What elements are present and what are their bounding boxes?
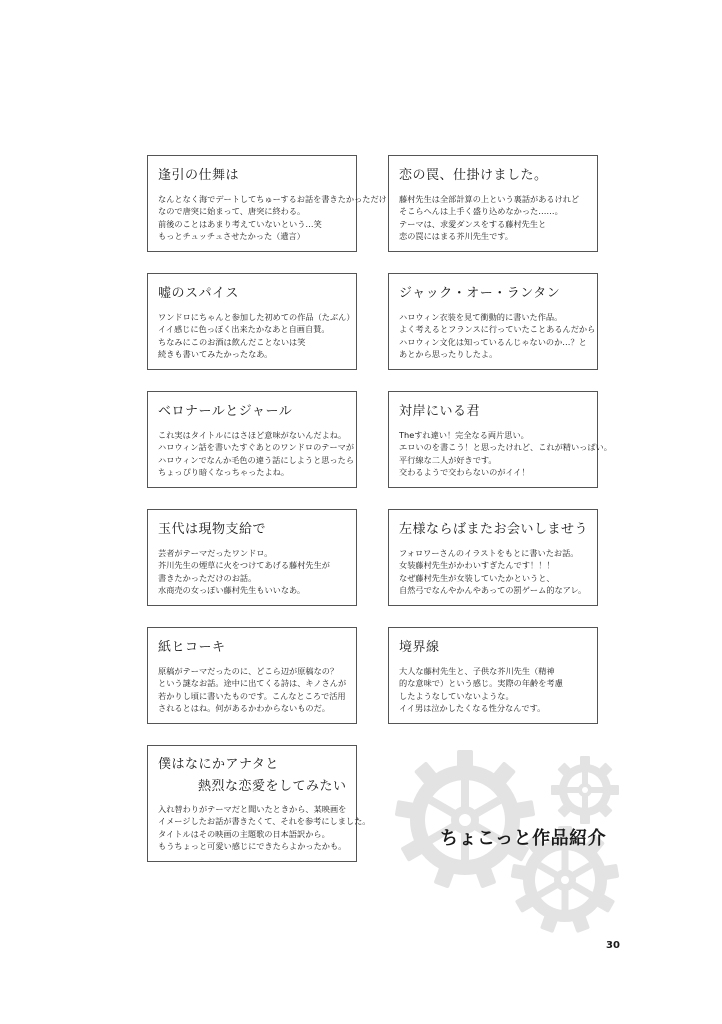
work-text-line: ハロウィン話を書いたすぐあとのワンドロのテーマが [158,442,355,453]
work-title: 境界線 [399,640,440,655]
work-text-line: テーマは、求愛ダンスをする藤村先生と [399,218,547,229]
work-text-line: Theすれ違い！完全なる両片思い。 [399,430,529,440]
work-text-line: 交わるようで交わらないのがイイ！ [399,467,530,478]
work-title: 左様ならばまたお会いしませう [399,522,589,537]
work-text-line: なぜ藤村先生が女装していたかというと、 [399,572,555,583]
work-text-line: されるとはね。何があるかわからないものだ。 [158,703,330,714]
work-card [147,391,357,488]
work-card [147,155,387,252]
work-title: 僕はなにかアナタと [158,757,279,772]
work-text-line: もうちょっと可愛い感じにできたらよかったかも。 [158,841,347,852]
work-text-line: 恋の罠にはまる芥川先生です。 [399,231,513,242]
work-text-line: 的な意味で）という感じ。実際の年齢を考慮 [399,678,563,689]
work-text-line: これ実はタイトルにはさほど意味がないんだよね。 [158,430,347,440]
work-text-line: タイトルはその映画の主題歌の日本語訳から。 [158,828,330,839]
work-text-line: 平行線な二人が好きです。 [399,454,497,465]
work-text-line: 続きも書いてみたかったなあ。 [158,349,273,360]
work-text-line: 大人な藤村先生と、子供な芥川先生（精神 [399,666,555,676]
work-title: 紙ヒコーキ [158,640,226,655]
work-text-line: ちょっぴり暗くなっちゃったよね。 [158,467,290,478]
work-card [147,745,371,862]
work-text-line: したようなしていないような。 [399,690,514,701]
work-text-line: 原稿がテーマだったのに、どこら辺が原稿なの？ [158,666,339,676]
work-card [147,509,357,606]
small-gear-icon [551,756,619,824]
work-title: 逢引の仕舞は [158,168,240,183]
work-text-line: 若かりし頃に書いたものです。こんなところで活用 [158,690,346,701]
work-text-line: イメージしたお話が書きたくて、それを参考にしました。 [158,816,371,827]
work-text-line: イイ感じに色っぽく出来たかなあと自画自賛。 [158,324,330,335]
work-text-line: ハロウィン衣装を見て衝動的に書いた作品。 [399,312,563,322]
work-text-line: 入れ替わりがテーマだと聞いたときから、某映画を [158,804,347,814]
work-text-line: イイ男は泣かしたくなる性分なんです。 [399,703,546,714]
work-text-line: もっとチュッチュさせたかった（遺言） [158,231,305,242]
work-text-line: 前後のことはあまり考えていないという…笑 [158,218,322,229]
work-text-line: 自然弓でなんやかんやあっての罰ゲーム的なアレ。 [399,585,587,596]
work-text-line: なんとなく海でデートしてちゅーするお話を書きたかっただけ [158,194,387,204]
work-title: ベロナールとジャール [158,404,293,419]
work-text-line: 女装藤村先生がかわいすぎたんです！！！ [399,560,555,571]
section-title: ちょこっと作品紹介 [440,828,607,849]
work-card [147,627,357,724]
work-text-line: 藤村先生は全部計算の上という裏話があるけれど [399,194,580,204]
work-text-line: という謎なお話。途中に出てくる詩は、キノさんが [158,678,347,689]
work-card [388,391,612,488]
work-text-line: あとから思ったりしたよ。 [399,349,498,360]
work-text-line: 芸者がテーマだったワンドロ。 [158,548,273,558]
work-text-line: そこらへんは上手く盛り込めなかった……。 [399,206,563,217]
work-title-continued: 熱烈な恋愛をしてみたい [198,779,347,794]
work-title: 対岸にいる君 [399,404,481,419]
work-card [147,273,357,370]
work-text-line: ちなみにこのお酒は飲んだことないは笑 [158,336,306,347]
work-text-line: なので唐突に始まって、唐突に終わる。 [158,206,306,217]
work-title: 玉代は現物支給で [158,522,267,537]
work-text-line: エロいのを書こう！と思ったけれど、これが精いっぱい。 [399,442,612,453]
work-text-line: フォロワーさんのイラストをもとに書いたお話。 [399,548,579,558]
work-text-line: 水商売の女っぽい藤村先生もいいなあ。 [158,585,306,596]
work-title: 恋の罠、仕掛けました。 [399,168,548,183]
work-card [388,627,598,724]
work-text-line: ハロウィンでなんか毛色の違う話にしようと思ったら [158,454,355,465]
work-text-line: ハロウィン文化は知っているんじゃないのか…？と [399,336,587,347]
work-text-line: ワンドロにちゃんと参加した初めての作品（たぶん） [158,312,355,322]
page-number: 30 [606,940,620,951]
work-text-line: 書きたかっただけのお話。 [158,572,257,583]
work-text-line: よく考えるとフランスに行っていたことあるんだから [399,324,596,335]
work-title: 嘘のスパイス [158,286,239,301]
work-card [388,155,598,252]
work-card [388,273,598,370]
work-title: ジャック・オー・ランタン [399,286,561,301]
work-text-line: 芥川先生の煙草に火をつけてあげる藤村先生が [158,560,330,571]
work-card [388,509,598,606]
